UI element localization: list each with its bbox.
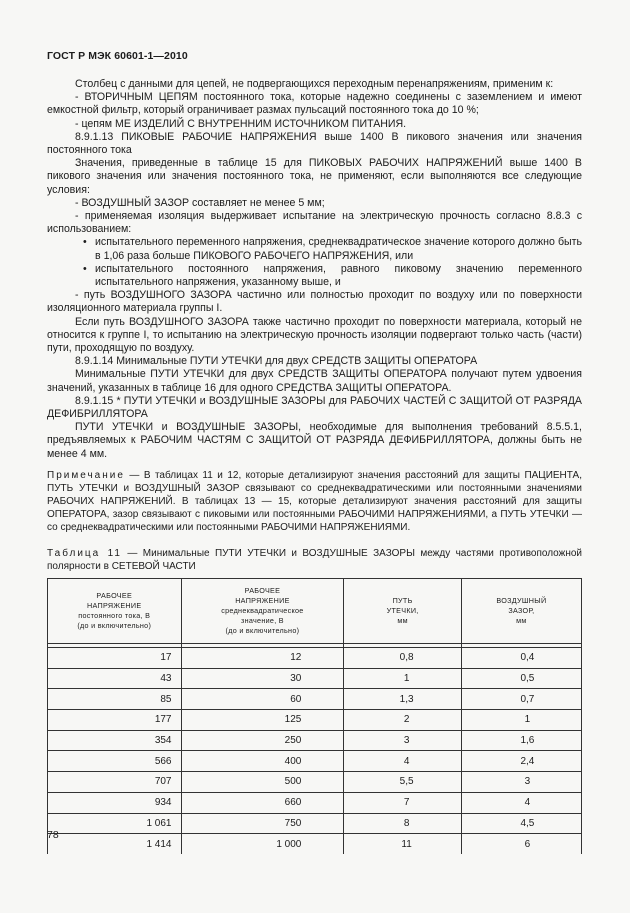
- col-header-rms-voltage: РАБОЧЕЕ НАПРЯЖЕНИЕ среднеквадратическое значение, В (до и включительно): [181, 579, 344, 644]
- cell-clearance: 0,5: [461, 668, 581, 689]
- cell-clearance: 4,5: [461, 813, 581, 834]
- cell-dc-voltage: 934: [48, 792, 182, 813]
- cell-dc-voltage: 1 414: [48, 834, 182, 854]
- bullet-item: • испытательного постоянного напряжения, равного пиковому значению переменного испытательного напряжения, указанному выше, и: [47, 263, 582, 289]
- table-row: [48, 668, 582, 689]
- page-number: 78: [47, 829, 59, 841]
- cell-rms-voltage: 125: [181, 710, 344, 731]
- paragraph: 8.9.1.13 ПИКОВЫЕ РАБОЧИЕ НАПРЯЖЕНИЯ выше 1400 В пикового значения или значения постоянного тока: [47, 130, 582, 157]
- table-caption-text: — Минимальные ПУТИ УТЕЧКИ и ВОЗДУШНЫЕ ЗАЗОРЫ между частями противоположной полярности в СЕТЕВОЙ ЧАСТИ: [47, 548, 582, 572]
- table-note: [47, 469, 582, 534]
- paragraph: - применяемая изоляция выдерживает испытание на электрическую прочность согласно 8.8.3 с использованием:: [47, 210, 582, 236]
- cell-rms-voltage: 12: [181, 648, 344, 669]
- cell-creepage: 7: [344, 792, 461, 813]
- paragraph: 8.9.1.14 Минимальные ПУТИ УТЕЧКИ для двух СРЕДСТВ ЗАЩИТЫ ОПЕРАТОРА: [75, 355, 478, 368]
- cell-dc-voltage: 707: [48, 772, 182, 793]
- paragraph: - ВОЗДУШНЫЙ ЗАЗОР составляет не менее 5 мм;: [75, 196, 325, 209]
- table-caption-label: Таблица 11: [47, 548, 122, 559]
- cell-dc-voltage: 85: [48, 689, 182, 710]
- col-header-dc-voltage: РАБОЧЕЕ НАПРЯЖЕНИЕ постоянного тока, В (до и включительно): [48, 579, 182, 644]
- paragraph: Минимальные ПУТИ УТЕЧКИ для двух СРЕДСТВ ЗАЩИТЫ ОПЕРАТОРА получают путем удвоения значений, указанных в таблице 16 для одного СРЕДСТВА ЗАЩИТЫ ОПЕРАТОРА.: [47, 368, 582, 394]
- cell-creepage: 1: [344, 668, 461, 689]
- cell-clearance: 0,4: [461, 648, 581, 669]
- cell-creepage: 4: [344, 751, 461, 772]
- paragraph: Столбец с данными для цепей, не подвергающихся переходным перенапряжениям, применим к:: [75, 78, 554, 90]
- cell-creepage: 2: [344, 710, 461, 731]
- cell-creepage: 8: [344, 813, 461, 834]
- table-row: [48, 648, 582, 669]
- note-label: Примечание: [47, 469, 125, 481]
- body-text: [47, 78, 582, 534]
- note-text: — В таблицах 11 и 12, которые детализируют значения расстояний для защиты ПАЦИЕНТА, ПУТЬ УТЕЧКИ и ВОЗДУШНЫЙ ЗАЗОР связывают со среднеквадратическими или постоянными значениями РАБОЧИХ НАПРЯЖЕНИЙ. В таблицах 13 — 15, которые детализируют значения расстояний для защиты ОПЕРАТОРА, зазор связывают с пиковыми или постоянными РАБОЧИМИ НАПРЯЖЕНИЯМИ, а ПУТЬ УТЕЧКИ — со среднеквадратическими или постоянными РАБОЧИМИ НАПРЯЖЕНИЯМИ.: [47, 469, 582, 533]
- cell-clearance: 2,4: [461, 751, 581, 772]
- cell-clearance: 0,7: [461, 689, 581, 710]
- col-header-creepage: ПУТЬ УТЕЧКИ, мм: [344, 579, 461, 644]
- clearance-table: [47, 578, 582, 854]
- cell-dc-voltage: 566: [48, 751, 182, 772]
- cell-dc-voltage: 1 061: [48, 813, 182, 834]
- table-row: [48, 689, 582, 710]
- cell-rms-voltage: 500: [181, 772, 344, 793]
- paragraph: 8.9.1.15 * ПУТИ УТЕЧКИ и ВОЗДУШНЫЕ ЗАЗОРЫ для РАБОЧИХ ЧАСТЕЙ С ЗАЩИТОЙ ОТ РАЗРЯДА ДЕФИБРИЛЛЯТОРА: [47, 394, 582, 421]
- table-row: [48, 772, 582, 793]
- table-row: [48, 792, 582, 813]
- cell-clearance: 1,6: [461, 730, 581, 751]
- cell-clearance: 6: [461, 834, 581, 854]
- cell-clearance: 3: [461, 772, 581, 793]
- paragraph: ПУТИ УТЕЧКИ и ВОЗДУШНЫЕ ЗАЗОРЫ, необходимые для выполнения требований 8.5.5.1, предъявляемых к РАБОЧИМ ЧАСТЯМ С ЗАЩИТОЙ ОТ РАЗРЯДА ДЕФИБРИЛЛЯТОРА, должны быть не менее 4 мм.: [47, 421, 582, 460]
- table-row: [48, 710, 582, 731]
- cell-rms-voltage: 660: [181, 792, 344, 813]
- paragraph: - цепям МЕ ИЗДЕЛИЙ С ВНУТРЕННИМ ИСТОЧНИКОМ ПИТАНИЯ.: [75, 117, 407, 130]
- cell-creepage: 0,8: [344, 648, 461, 669]
- table-row: [48, 730, 582, 751]
- table-row: [48, 813, 582, 834]
- cell-creepage: 1,3: [344, 689, 461, 710]
- paragraph: Значения, приведенные в таблице 15 для ПИКОВЫХ РАБОЧИХ НАПРЯЖЕНИЙ выше 1400 В пикового значения или значения постоянного тока, не применяют, если выполняются все следующие условия:: [47, 157, 582, 196]
- document-header: ГОСТ Р МЭК 60601-1—2010: [47, 50, 188, 62]
- col-header-clearance: ВОЗДУШНЫЙ ЗАЗОР, мм: [461, 579, 581, 644]
- cell-creepage: 5,5: [344, 772, 461, 793]
- cell-dc-voltage: 43: [48, 668, 182, 689]
- cell-clearance: 4: [461, 792, 581, 813]
- paragraph: - ВТОРИЧНЫМ ЦЕПЯМ постоянного тока, которые надежно соединены с заземлением и имеют емкостной фильтр, который ограничивает размах пульсаций постоянного тока до 10 %;: [47, 91, 582, 117]
- cell-dc-voltage: 354: [48, 730, 182, 751]
- cell-rms-voltage: 30: [181, 668, 344, 689]
- table-body: [48, 644, 582, 854]
- cell-rms-voltage: 1 000: [181, 834, 344, 854]
- bullet-item: • испытательного переменного напряжения, среднеквадратическое значение которого должно быть в 1,06 раза больше ПИКОВОГО РАБОЧЕГО НАПРЯЖЕНИЯ, или: [47, 236, 582, 262]
- cell-dc-voltage: 177: [48, 710, 182, 731]
- cell-creepage: 11: [344, 834, 461, 854]
- cell-clearance: 1: [461, 710, 581, 731]
- table-header-row: [48, 579, 582, 644]
- table-caption: [47, 547, 582, 573]
- paragraph: Если путь ВОЗДУШНОГО ЗАЗОРА также частично проходит по поверхности материала, который не относится к группе I, то испытанию на электрическую прочность изоляции подвергают только часть (части) пути, проходящую по воздуху.: [47, 315, 582, 355]
- paragraph: - путь ВОЗДУШНОГО ЗАЗОРА частично или полностью проходит по воздуху или по поверхности изоляционного материала группы I.: [47, 289, 582, 315]
- cell-rms-voltage: 400: [181, 751, 344, 772]
- cell-rms-voltage: 250: [181, 730, 344, 751]
- table-row: [48, 834, 582, 854]
- table-row: [48, 751, 582, 772]
- cell-creepage: 3: [344, 730, 461, 751]
- cell-rms-voltage: 60: [181, 689, 344, 710]
- cell-rms-voltage: 750: [181, 813, 344, 834]
- cell-dc-voltage: 17: [48, 648, 182, 669]
